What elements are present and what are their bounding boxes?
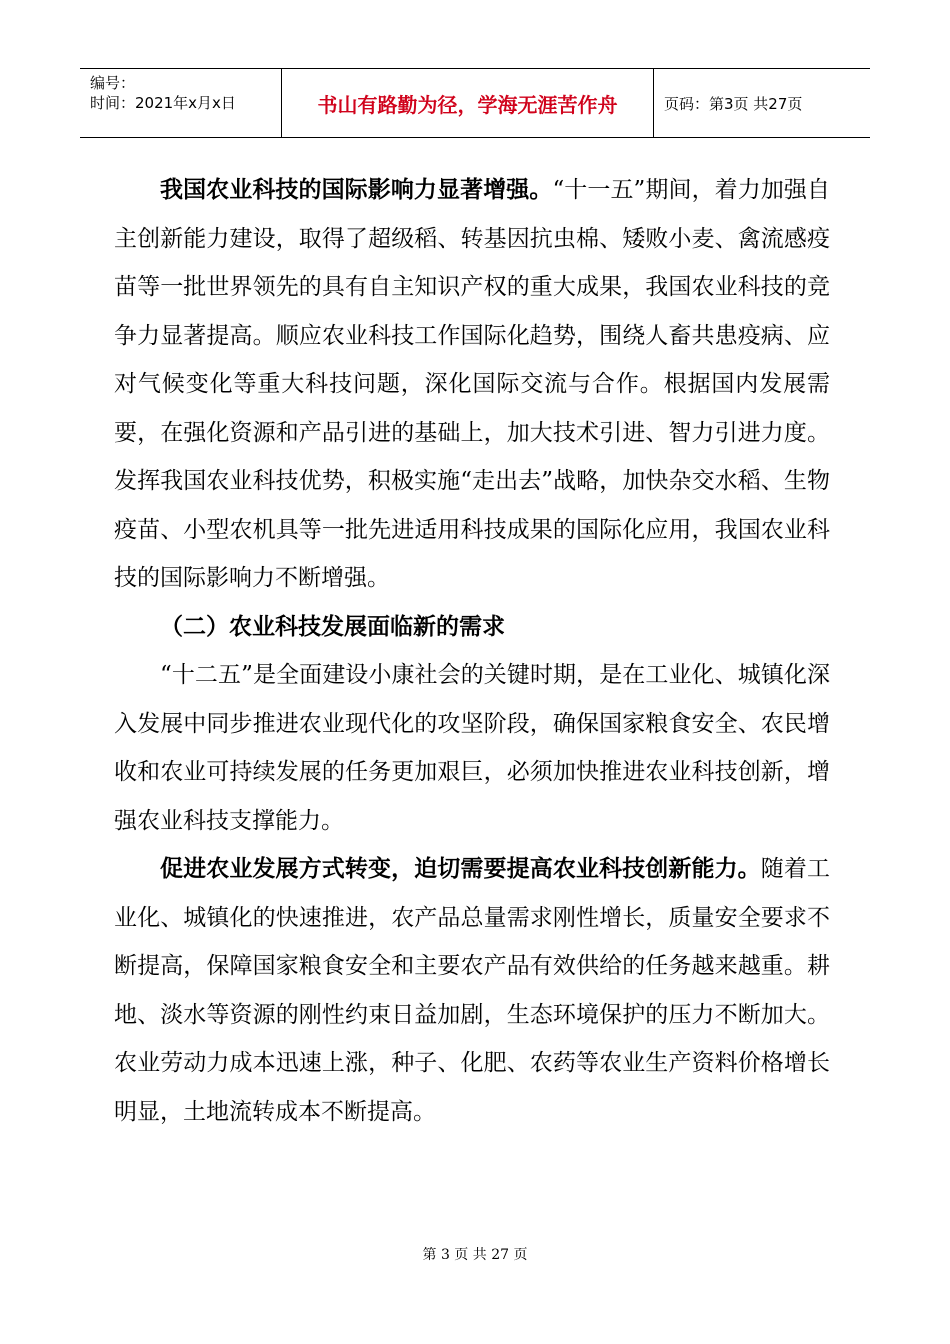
time-label: 时间：2021年x月x日	[90, 94, 236, 112]
paragraph-twelfth-five-year	[114, 651, 830, 845]
paragraph-development-mode	[114, 845, 830, 1136]
paragraph-lead-bold: 我国农业科技的国际影响力显著增强。	[160, 177, 553, 203]
section-heading	[114, 603, 830, 652]
paragraph-text: “十一五”期间，着力加强自主创新能力建设，取得了超级稻、转基因抗虫棉、矮败小麦、禽流感疫苗等一批世界领先的具有自主知识产权的重大成果，我国农业科技的竞争力显著提高。顺应农业科技工作国际化趋势，围绕人畜共患疫病、应对气候变化等重大科技问题，深化国际交流与合作。根据国内发展需要，在强化资源和产品引进的基础上，加大技术引进、智力引进力度。发挥我国农业科技优势，积极实施“走出去”战略，加快杂交水稻、生物疫苗、小型农机具等一批先进适用科技成果的国际化应用，我国农业科技的国际影响力不断增强。	[114, 177, 830, 591]
paragraph-text: 随着工业化、城镇化的快速推进，农产品总量需求刚性增长，质量安全要求不断提高，保障国家粮食安全和主要农产品有效供给的任务越来越重。耕地、淡水等资源的刚性约束日益加剧，生态环境保护的压力不断加大。农业劳动力成本迅速上涨，种子、化肥、农药等农业生产资料价格增长明显，土地流转成本不断提高。	[114, 856, 831, 1125]
paragraph-international-influence	[114, 166, 830, 603]
paragraph-lead-bold: 促进农业发展方式转变，迫切需要提高农业科技创新能力。	[160, 856, 761, 882]
paragraph-text: “十二五”是全面建设小康社会的关键时期，是在工业化、城镇化深入发展中同步推进农业现代化的攻坚阶段，确保国家粮食安全、农民增收和农业可持续发展的任务更加艰巨，必须加快推进农业科技创新，增强农业科技支撑能力。	[114, 662, 830, 834]
section-heading-text: （二）农业科技发展面临新的需求	[160, 613, 505, 640]
document-header	[80, 68, 870, 138]
serial-label: 编号：	[90, 74, 136, 92]
header-meta-cell	[80, 69, 282, 137]
page-footer: 第 3 页 共 27 页	[422, 1247, 528, 1263]
header-page-code: 页码：第3页 共27页	[664, 94, 803, 113]
header-motto: 书山有路勤为径，学海无涯苦作舟	[282, 69, 654, 137]
document-body	[114, 166, 830, 1136]
